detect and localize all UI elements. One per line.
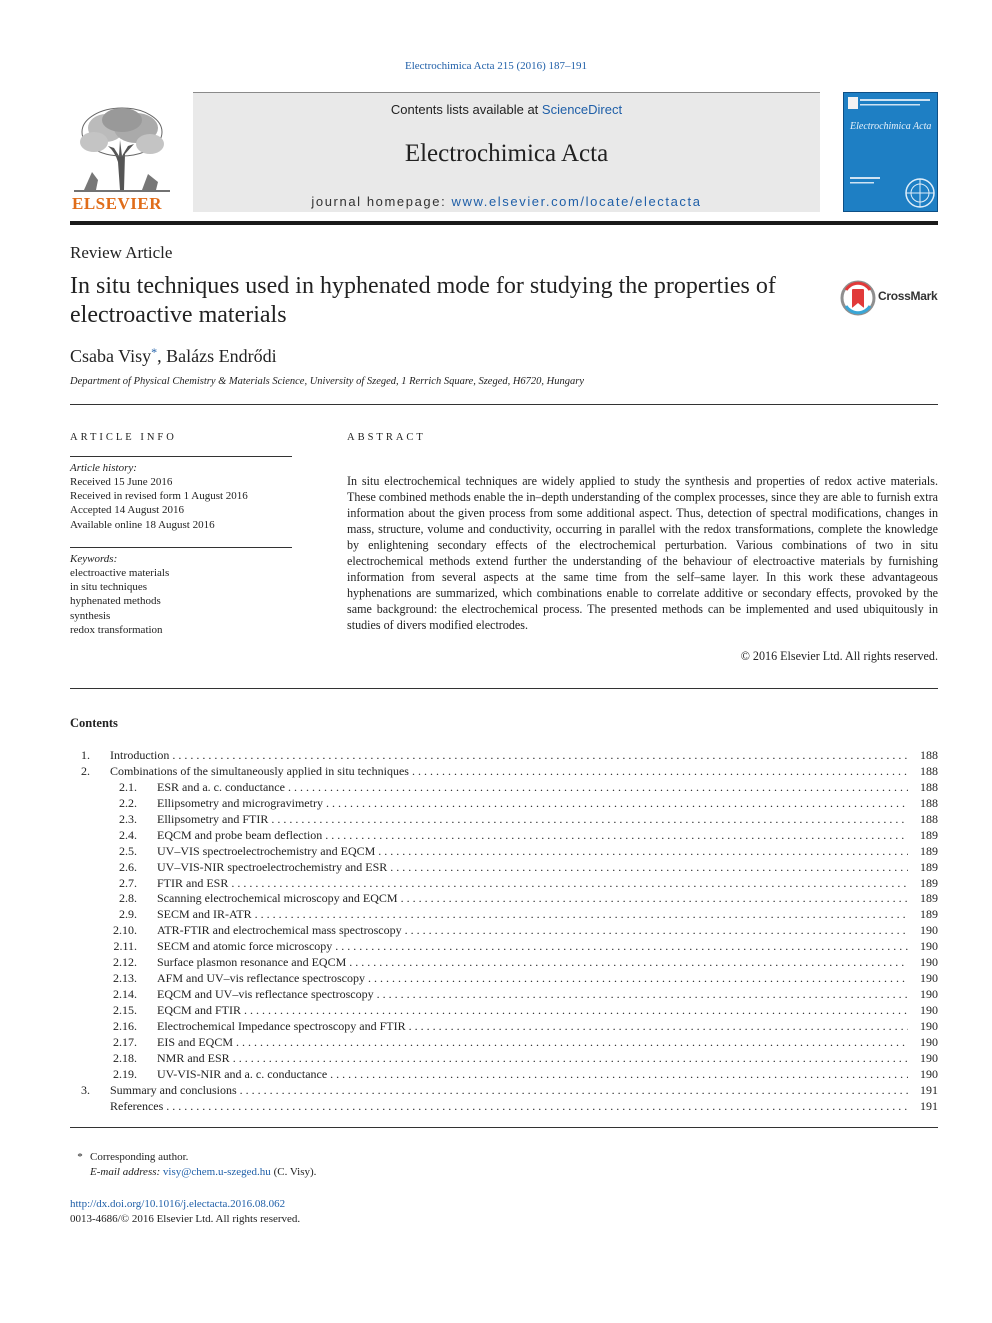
toc-title[interactable]: ESR and a. c. conductance . . .	[157, 779, 908, 795]
toc-number: 2.7.	[119, 875, 137, 890]
crossmark-icon	[840, 280, 876, 316]
article-history	[70, 461, 292, 532]
divider	[70, 404, 938, 405]
toc-entry[interactable]	[70, 1018, 938, 1034]
keyword-item: redox transformation	[70, 623, 163, 636]
journal-banner	[193, 92, 820, 212]
journal-cover-thumbnail[interactable]	[843, 92, 938, 212]
toc-entry[interactable]	[70, 1082, 938, 1098]
toc-title[interactable]: SECM and atomic force microscopy . . .	[157, 938, 908, 954]
toc-number: 2.13.	[113, 971, 137, 986]
toc-entry[interactable]	[70, 875, 938, 891]
toc-number: 2.5.	[119, 843, 137, 858]
contents-heading: Contents	[70, 716, 118, 730]
author-separator: ,	[157, 346, 167, 366]
toc-title[interactable]: Summary and conclusions . . .	[110, 1082, 908, 1098]
toc-page-number: 188	[920, 795, 938, 810]
table-of-contents	[70, 747, 938, 1114]
toc-page-number: 190	[920, 1034, 938, 1049]
toc-page-number: 190	[920, 1066, 938, 1081]
keywords-label: Keywords:	[70, 553, 118, 565]
contents-available-line	[193, 102, 820, 117]
keyword-item: hyphenated methods	[70, 595, 161, 608]
toc-entry[interactable]	[70, 859, 938, 875]
toc-page-number: 190	[920, 987, 938, 1002]
journal-homepage-line	[193, 194, 820, 209]
email-suffix: (C. Visy).	[270, 1166, 317, 1178]
toc-title[interactable]: Ellipsometry and FTIR . . .	[157, 811, 908, 827]
toc-number: 2.3.	[119, 811, 137, 826]
corresponding-label: Corresponding author.	[90, 1151, 189, 1163]
homepage-link[interactable]: www.elsevier.com/locate/electacta	[451, 194, 702, 209]
toc-title[interactable]: Electrochemical Impedance spectroscopy and FTIR . . .	[157, 1018, 908, 1034]
article-history-label: Article history:	[70, 462, 137, 474]
toc-number: 2.16.	[113, 1018, 137, 1033]
toc-entry[interactable]	[70, 1034, 938, 1050]
divider	[70, 456, 292, 457]
toc-number: 2.15.	[113, 1003, 137, 1017]
toc-entry[interactable]	[70, 986, 938, 1002]
toc-entry[interactable]	[70, 795, 938, 811]
toc-page-number: 190	[920, 1003, 938, 1017]
divider	[70, 547, 292, 548]
toc-entry[interactable]	[70, 1050, 938, 1066]
toc-title[interactable]: AFM and UV–vis reflectance spectroscopy . . .	[157, 970, 908, 986]
toc-page-number: 191	[920, 1098, 938, 1113]
toc-page-number: 189	[920, 843, 938, 858]
history-item: Available online 18 August 2016	[70, 518, 215, 531]
toc-number: 2.18.	[113, 1050, 137, 1065]
toc-page-number: 190	[920, 1050, 938, 1065]
abstract-copyright: © 2016 Elsevier Ltd. All rights reserved.	[740, 649, 938, 663]
toc-page-number: 190	[920, 1018, 938, 1033]
toc-number: 2.6.	[119, 859, 137, 874]
keyword-item: electroactive materials	[70, 567, 170, 579]
corresponding-author-marker[interactable]: *	[151, 345, 158, 359]
toc-number: 2.19.	[113, 1066, 137, 1081]
toc-title[interactable]: EQCM and probe beam deflection . . .	[157, 827, 908, 843]
toc-title[interactable]: SECM and IR-ATR . . .	[157, 906, 908, 922]
toc-entry[interactable]	[70, 938, 938, 954]
toc-title[interactable]: EIS and EQCM . . .	[157, 1034, 908, 1050]
toc-title[interactable]: EQCM and UV–vis reflectance spectroscopy . . .	[157, 986, 908, 1002]
toc-title[interactable]: Ellipsometry and microgravimetry . . .	[157, 795, 908, 811]
toc-entry[interactable]	[70, 1066, 938, 1082]
author-list	[70, 345, 277, 367]
email-link[interactable]: visy@chem.u-szeged.hu	[162, 1166, 271, 1178]
toc-title[interactable]: UV-VIS-NIR and a. c. conductance . . .	[157, 1066, 908, 1082]
toc-page-number: 190	[920, 923, 938, 938]
toc-number: 2.2.	[119, 795, 137, 810]
toc-number: 2.1.	[119, 779, 137, 794]
article-type: Review Article	[70, 243, 173, 262]
toc-number: 2.	[81, 763, 90, 778]
toc-page-number: 190	[920, 955, 938, 970]
cover-title: Electrochimica Acta	[850, 121, 932, 132]
toc-entry[interactable]	[70, 890, 938, 906]
affiliation: Department of Physical Chemistry & Materials Science, University of Szeged, 1 Rerrich Square, Szeged, H6720, Hungary	[70, 376, 585, 387]
header-divider	[70, 221, 938, 225]
divider	[70, 1127, 938, 1128]
toc-title[interactable]: FTIR and ESR . . .	[157, 875, 908, 891]
toc-entry[interactable]	[70, 811, 938, 827]
toc-number: 2.8.	[119, 891, 137, 906]
crossmark-badge[interactable]	[840, 278, 940, 318]
toc-page-number: 189	[920, 907, 938, 922]
history-item: Received in revised form 1 August 2016	[70, 490, 248, 503]
toc-title[interactable]: Surface plasmon resonance and EQCM . . .	[157, 954, 908, 970]
doi-text[interactable]: http://dx.doi.org/10.1016/j.electacta.2016.08.062	[70, 1198, 286, 1210]
toc-page-number: 188	[920, 779, 938, 794]
toc-number: 2.14.	[113, 987, 137, 1002]
toc-title[interactable]: Introduction . . .	[110, 747, 908, 763]
history-item: Accepted 14 August 2016	[70, 504, 184, 517]
keywords	[70, 552, 292, 637]
toc-entry[interactable]	[70, 954, 938, 970]
toc-entry[interactable]	[70, 843, 938, 859]
history-item: Received 15 June 2016	[70, 476, 173, 488]
doi-link[interactable]	[70, 1197, 285, 1212]
toc-number: 2.9.	[119, 907, 137, 922]
toc-page-number: 189	[920, 875, 938, 890]
issn-line: 0013-4686/© 2016 Elsevier Ltd. All rights reserved.	[70, 1213, 301, 1225]
journal-name: Electrochimica Acta	[404, 140, 609, 167]
article-title: In situ techniques used in hyphenated mode for studying the properties of electroactive materials	[70, 273, 776, 328]
toc-number: 2.17.	[113, 1034, 137, 1049]
author-name[interactable]: Balázs Endrődi	[166, 346, 277, 366]
elsevier-wordmark: ELSEVIER	[72, 194, 162, 213]
toc-page-number: 190	[920, 971, 938, 986]
journal-citation[interactable]: Electrochimica Acta 215 (2016) 187–191	[404, 60, 588, 72]
toc-page-number: 189	[920, 891, 938, 906]
article-info-heading: ARTICLE INFO	[70, 432, 177, 443]
toc-entry[interactable]	[70, 747, 938, 763]
cover-graphic	[844, 93, 938, 212]
toc-page-number: 189	[920, 827, 938, 842]
toc-title[interactable]: Combinations of the simultaneously applied in situ techniques . . .	[110, 763, 908, 779]
contents-prefix: Contents lists available at	[390, 102, 542, 117]
toc-title[interactable]: EQCM and FTIR . . .	[157, 1002, 908, 1018]
toc-page-number: 190	[920, 939, 938, 954]
toc-entry[interactable]	[70, 763, 938, 779]
toc-title[interactable]: Scanning electrochemical microscopy and EQCM . . .	[157, 890, 908, 906]
toc-title[interactable]: UV–VIS-NIR spectroelectrochemistry and ESR . . .	[157, 859, 908, 875]
journal-header	[70, 92, 938, 220]
toc-page-number: 189	[920, 859, 938, 874]
abstract-body: In situ electrochemical techniques are widely applied to study the synthesis and properties of redox active materials. These combined methods enable the in–depth understanding of the complex processes, since they are able to furnish extra information about the given process from some additional aspect. Thus, detection of spectral modifications, changes in mass, structure, volume and conductivity, occurring in parallel with the redox transformations, complete the knowledge by enlightening secondary effects of the electrochemical perturbation. Various combinations of two in situ electrochemical methods extend further the understanding of the behaviour of electroactive materials by furnishing information from several aspects at the same time from the self–same layer. In this work these advantageous hyphenations are summarized, which combinations enable to correlate additive or secondary effects, provoked by the same background: the electrochemical process. The presented methods can be implemented and used ubiquitously in studies of divers modified electrodes.	[347, 474, 938, 632]
toc-number: 2.10.	[113, 923, 137, 938]
corresponding-footnote	[70, 1150, 188, 1165]
author-name[interactable]: Csaba Visy	[70, 346, 152, 366]
sciencedirect-link[interactable]: ScienceDirect	[541, 102, 623, 117]
keyword-item: synthesis	[70, 609, 111, 622]
toc-page-number: 188	[920, 748, 938, 762]
toc-number: 2.12.	[113, 955, 137, 970]
toc-entry[interactable]	[70, 779, 938, 795]
toc-entry[interactable]	[70, 970, 938, 986]
toc-entry[interactable]	[70, 906, 938, 922]
toc-entry[interactable]	[70, 1002, 938, 1018]
footnote-star: *	[77, 1151, 83, 1163]
toc-page-number: 191	[920, 1082, 938, 1097]
toc-number: 2.11.	[113, 939, 137, 954]
keyword-item: in situ techniques	[70, 581, 147, 594]
toc-entry[interactable]	[70, 1098, 938, 1114]
toc-title[interactable]: References . . .	[110, 1098, 908, 1114]
toc-title[interactable]: ATR-FTIR and electrochemical mass spectroscopy . . .	[157, 922, 908, 938]
homepage-prefix: journal homepage:	[311, 194, 452, 209]
email-footnote	[90, 1165, 316, 1180]
toc-page-number: 188	[920, 811, 938, 826]
toc-number: 1.	[81, 748, 90, 762]
toc-title[interactable]: UV–VIS spectroelectrochemistry and EQCM . . .	[157, 843, 908, 859]
toc-title[interactable]: NMR and ESR . . .	[157, 1050, 908, 1066]
crossmark-label: CrossMark	[878, 289, 938, 303]
toc-number: 3.	[81, 1082, 90, 1097]
toc-number: 2.4.	[119, 827, 137, 842]
abstract-heading: ABSTRACT	[347, 432, 426, 443]
divider	[70, 688, 938, 689]
toc-entry[interactable]	[70, 922, 938, 938]
toc-page-number: 188	[920, 763, 938, 778]
email-label: E-mail address:	[90, 1166, 161, 1178]
toc-entry[interactable]	[70, 827, 938, 843]
